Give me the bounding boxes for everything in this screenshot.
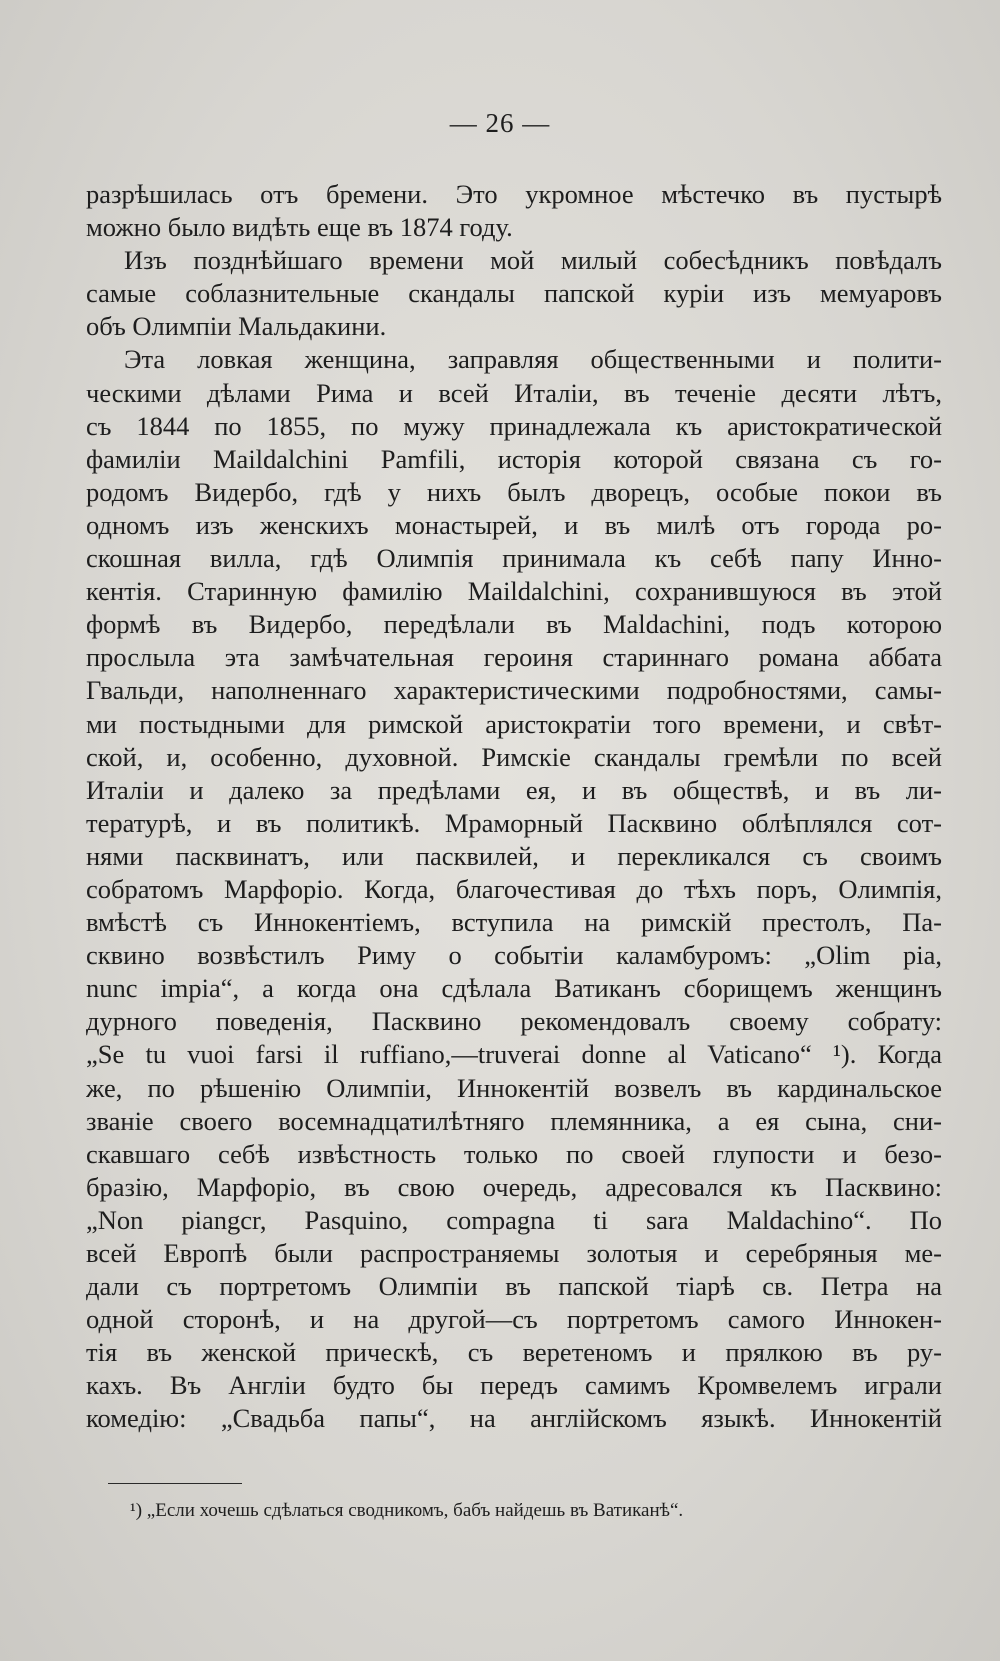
text-line: Эта ловкая женщина, заправляя общественными и полити-: [124, 344, 942, 375]
text-line: фамиліи Maildalchini Pamfili, исторія которой связана съ го-: [86, 443, 942, 474]
text-line: родомъ Видербо, гдѣ у нихъ былъ дворецъ, особые покои въ: [86, 476, 942, 507]
text-line: скавшаго себѣ извѣстность только по своей глупости и безо-: [86, 1138, 942, 1169]
body-text: [86, 178, 942, 1436]
text-line: бразію, Марфоріо, въ свою очередь, адресовался къ Пасквино:: [86, 1171, 942, 1202]
text-line: же, по рѣшенію Олимпіи, Иннокентій возвелъ въ кардинальское: [86, 1072, 942, 1103]
text-line: можно было видѣть еще въ 1874 году.: [86, 212, 513, 243]
text-line: Изъ позднѣйшаго времени мой милый собесѣдникъ повѣдалъ: [124, 245, 942, 276]
text-line: формѣ въ Видербо, передѣлали въ Maldachini, подъ которою: [86, 609, 942, 640]
text-line: ческими дѣлами Рима и всей Италіи, въ теченіе десяти лѣтъ,: [86, 377, 942, 408]
page-number: — 26 —: [449, 108, 551, 138]
text-line: „Non piangcr, Pasquino, compagna ti sara Maldachino“. По: [86, 1204, 942, 1235]
text-line: Гвальди, наполненнаго характеристическими подробностями, самы-: [86, 675, 942, 706]
text-line: кентія. Старинную фамилію Maildalchini, сохранившуюся въ этой: [86, 576, 942, 607]
text-line: nunc impia“, а когда она сдѣлала Ватиканъ сборищемъ женщинъ: [86, 973, 942, 1004]
text-line: Италіи и далеко за предѣлами ея, и въ обществѣ, и въ ли-: [86, 774, 942, 805]
text-line: сквино возвѣстилъ Риму о событіи каламбуромъ: „Olim pia,: [86, 940, 942, 971]
text-line: прослыла эта замѣчательная героиня стариннаго романа аббата: [86, 642, 942, 673]
text-line: собратомъ Марфоріо. Когда, благочестивая до тѣхъ поръ, Олимпія,: [86, 873, 942, 904]
text-line: ской, и, особенно, духовной. Римскіе скандалы гремѣли по всей: [86, 741, 942, 772]
footnote: ¹) „Если хочешь сдѣлаться сводникомъ, бабъ найдешь въ Ватиканѣ“.: [130, 1500, 684, 1521]
text-line: нями пасквинатъ, или пасквилей, и перекликался съ своимъ: [86, 840, 942, 871]
text-line: тія въ женской прическѣ, съ веретеномъ и прялкою въ ру-: [86, 1337, 942, 1368]
text-line: комедію: „Свадьба папы“, на англійскомъ языкѣ. Иннокентій: [86, 1403, 942, 1434]
text-line: скошная вилла, гдѣ Олимпія принимала къ себѣ папу Инно-: [86, 543, 942, 574]
text-line: вмѣстѣ съ Иннокентіемъ, вступила на римскій престолъ, Па-: [86, 907, 942, 938]
text-line: дурного поведенія, Пасквино рекомендовалъ своему собрату:: [86, 1006, 942, 1037]
footnote-divider: [108, 1483, 242, 1484]
text-line: ми постыдными для римской аристократіи того времени, и свѣт-: [86, 708, 942, 739]
text-line: всей Европѣ были распространяемы золотыя и серебряныя ме-: [86, 1238, 942, 1268]
text-line: одной сторонѣ, и на другой—съ портретомъ самого Иннокен-: [86, 1304, 942, 1335]
text-line: разрѣшилась отъ бремени. Это укромное мѣстечко въ пустырѣ: [86, 179, 942, 209]
text-line: самые соблазнительные скандалы папской куріи изъ мемуаровъ: [86, 278, 942, 309]
text-line: объ Олимпіи Мальдакини.: [86, 311, 387, 342]
text-line: тературѣ, и въ политикѣ. Мраморный Пасквино облѣплялся сот-: [86, 807, 942, 838]
text-line: званіе своего восемнадцатилѣтняго племянника, а ея сына, сни-: [86, 1105, 942, 1136]
text-line: кахъ. Въ Англіи будто бы передъ самимъ Кромвелемъ играли: [86, 1370, 942, 1401]
text-line: „Se tu vuoi farsi il ruffiano,—truverai donne al Vaticano“ ¹). Когда: [86, 1039, 942, 1070]
text-line: одномъ изъ женскихъ монастырей, и въ милѣ отъ города ро-: [86, 509, 942, 540]
text-line: дали съ портретомъ Олимпіи въ папской тіарѣ св. Петра на: [86, 1271, 942, 1302]
text-line: съ 1844 по 1855, по мужу принадлежала къ аристократической: [86, 410, 942, 441]
